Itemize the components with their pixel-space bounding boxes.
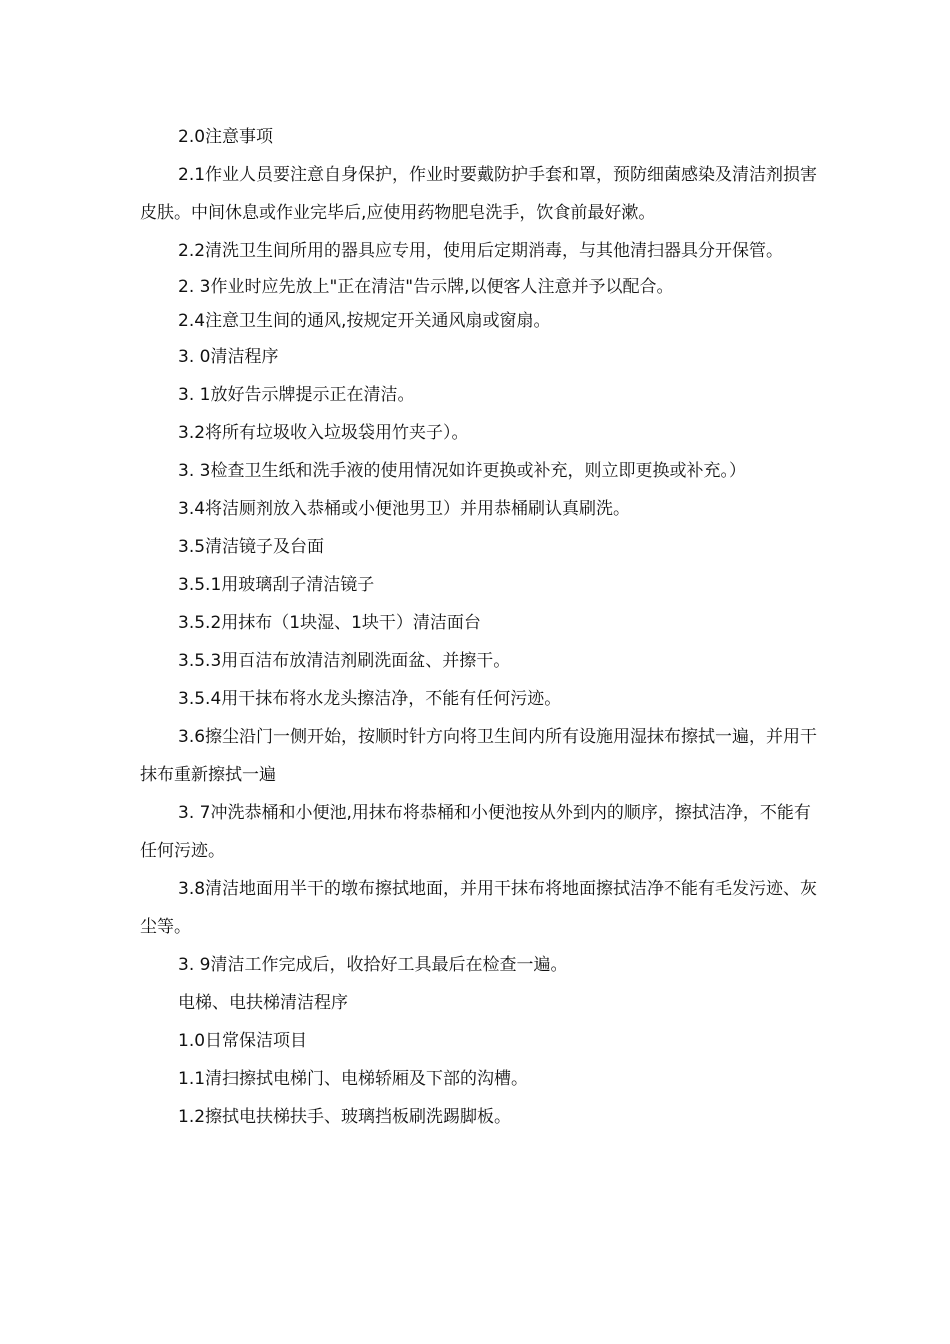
- paragraph-3-6: 3.6擦尘沿门一侧开始，按顺时针方向将卫生间内所有设施用湿抹布擦拭一遍，并用干抹布重新擦拭一遍: [140, 727, 818, 785]
- paragraph-3-9: 3. 9清洁工作完成后，收拾好工具最后在检查一遍。: [178, 955, 568, 975]
- paragraph-1-1: 1.1清扫擦拭电梯门、电梯轿厢及下部的沟槽。: [178, 1069, 529, 1089]
- heading-3-0: 3. 0清洁程序: [178, 347, 279, 367]
- paragraph-2-4: 2.4注意卫生间的通风,按规定开关通风扇或窗扇。: [178, 311, 551, 331]
- paragraph-3-4: 3.4将洁厕剂放入恭桶或小便池男卫）并用恭桶刷认真刷洗。: [178, 499, 631, 519]
- paragraph-3-1: 3. 1放好告示牌提示正在清洁。: [178, 385, 415, 405]
- heading-2-0: 2.0注意事项: [178, 127, 274, 147]
- paragraph-3-5-3: 3.5.3用百洁布放清洁剂刷洗面盆、并擦干。: [178, 651, 511, 671]
- paragraph-2-2: 2.2清洗卫生间所用的器具应专用，使用后定期消毒，与其他清扫器具分开保管。: [178, 241, 784, 261]
- section-title-elevator: 电梯、电扶梯清洁程序: [178, 993, 348, 1013]
- paragraph-3-2: 3.2将所有垃圾收入垃圾袋用竹夹子）。: [178, 423, 469, 443]
- paragraph-3-5-4: 3.5.4用干抹布将水龙头擦洁净，不能有任何污迹。: [178, 689, 562, 709]
- paragraph-3-5-2: 3.5.2用抹布（1块湿、1块干）清洁面台: [178, 613, 481, 633]
- paragraph-3-7: 3. 7冲洗恭桶和小便池,用抹布将恭桶和小便池按从外到内的顺序，擦拭洁净，不能有任何污迹。: [140, 803, 811, 861]
- heading-1-0: 1.0日常保洁项目: [178, 1031, 308, 1051]
- document-body: [140, 118, 820, 1136]
- paragraph-3-8: 3.8清洁地面用半干的墩布擦拭地面，并用干抹布将地面擦拭洁净不能有毛发污迹、灰尘等。: [140, 879, 818, 937]
- paragraph-2-1: 2.1作业人员要注意自身保护，作业时要戴防护手套和罩，预防细菌感染及清洁剂损害皮肤。中间休息或作业完毕后,应使用药物肥皂洗手，饮食前最好漱。: [140, 165, 818, 223]
- paragraph-3-3: 3. 3检查卫生纸和洗手液的使用情况如许更换或补充，则立即更换或补充。）: [178, 461, 746, 481]
- paragraph-2-3: 2. 3作业时应先放上"正在清洁"告示牌,以便客人注意并予以配合。: [178, 277, 674, 297]
- heading-3-5: 3.5清洁镜子及台面: [178, 537, 325, 557]
- paragraph-1-2: 1.2擦拭电扶梯扶手、玻璃挡板刷洗踢脚板。: [178, 1107, 512, 1127]
- paragraph-3-5-1: 3.5.1用玻璃刮子清洁镜子: [178, 575, 375, 595]
